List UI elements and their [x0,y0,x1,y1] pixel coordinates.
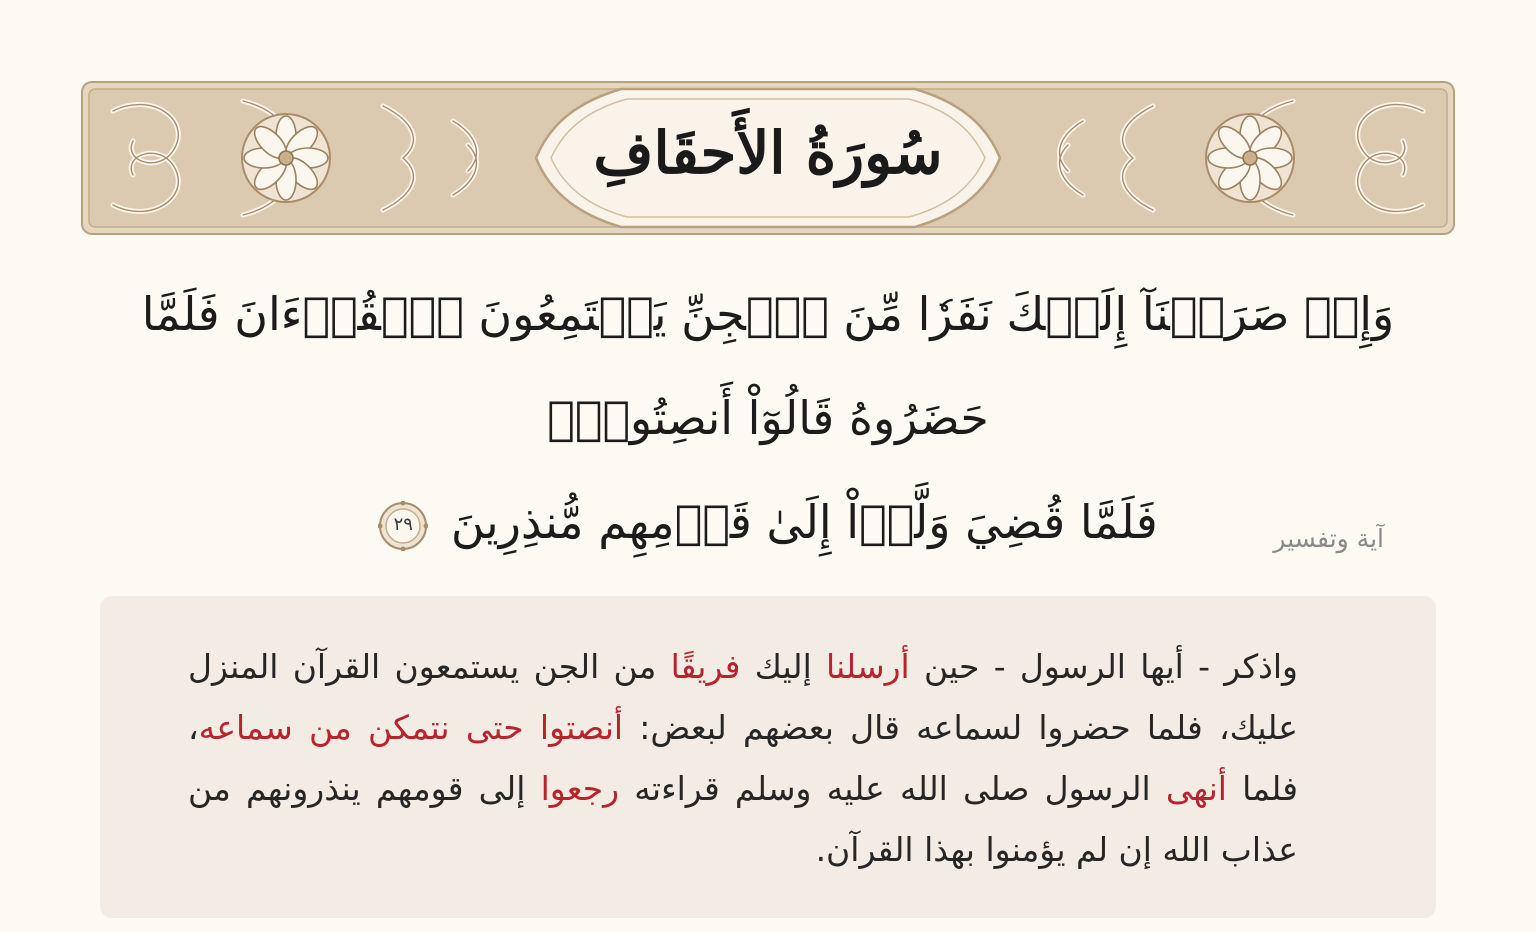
tafsir-segment: واذكر - أيها الرسول - حين [909,647,1298,686]
tafsir-segment: إلى قومهم ينذرونهم من عذاب الله إن لم يؤمنوا بهذا القرآن. [188,769,1298,869]
tafsir-segment: ، فلما [188,708,1298,808]
tafsir-segment: الرسول صلى الله عليه وسلم قراءته [619,769,1166,808]
tafsir-highlight: رجعوا [540,769,620,808]
ayah-line-2-text: فَلَمَّا قُضِيَ وَلَّوۡاْ إِلَىٰ قَوۡمِهِم مُّنذِرِينَ [450,495,1158,549]
ayah-line-2 [110,470,1426,574]
tafsir-highlight: أنهى [1165,769,1227,808]
tafsir-segment: من الجن يستمعون القرآن المنزل عليك، فلما حضروا لسماعه قال بعضهم لبعض: [188,647,1298,747]
ayah-number: ٢٩ [393,514,413,535]
tafsir-highlight: أرسلنا [826,647,910,686]
tafsir-card [100,596,1436,918]
tafsir-highlight: فريقًا [670,647,741,686]
tafsir-segment: إليك [740,647,826,686]
tafsir-highlight: أنصتوا حتى نتمكن من سماعه [198,708,624,747]
ayah-line-1: وَإِذۡ صَرَفۡنَآ إِلَيۡكَ نَفَرٗا مِّنَ ٱلۡجِنِّ يَسۡتَمِعُونَ ٱلۡقُرۡءَانَ فَلَمَّا حَضَرُوهُ قَالُوٓاْ أَنصِتُواْۖ [141,287,1395,445]
surah-header-banner [81,81,1455,235]
ayah-text [110,262,1426,574]
tafsir-text [188,636,1298,880]
surah-title: سُورَةُ الأَحقَافِ [593,119,943,187]
section-label-ayah-tafsir: آية وتفسير [1273,524,1384,553]
ayah-end-marker-icon [378,501,428,551]
